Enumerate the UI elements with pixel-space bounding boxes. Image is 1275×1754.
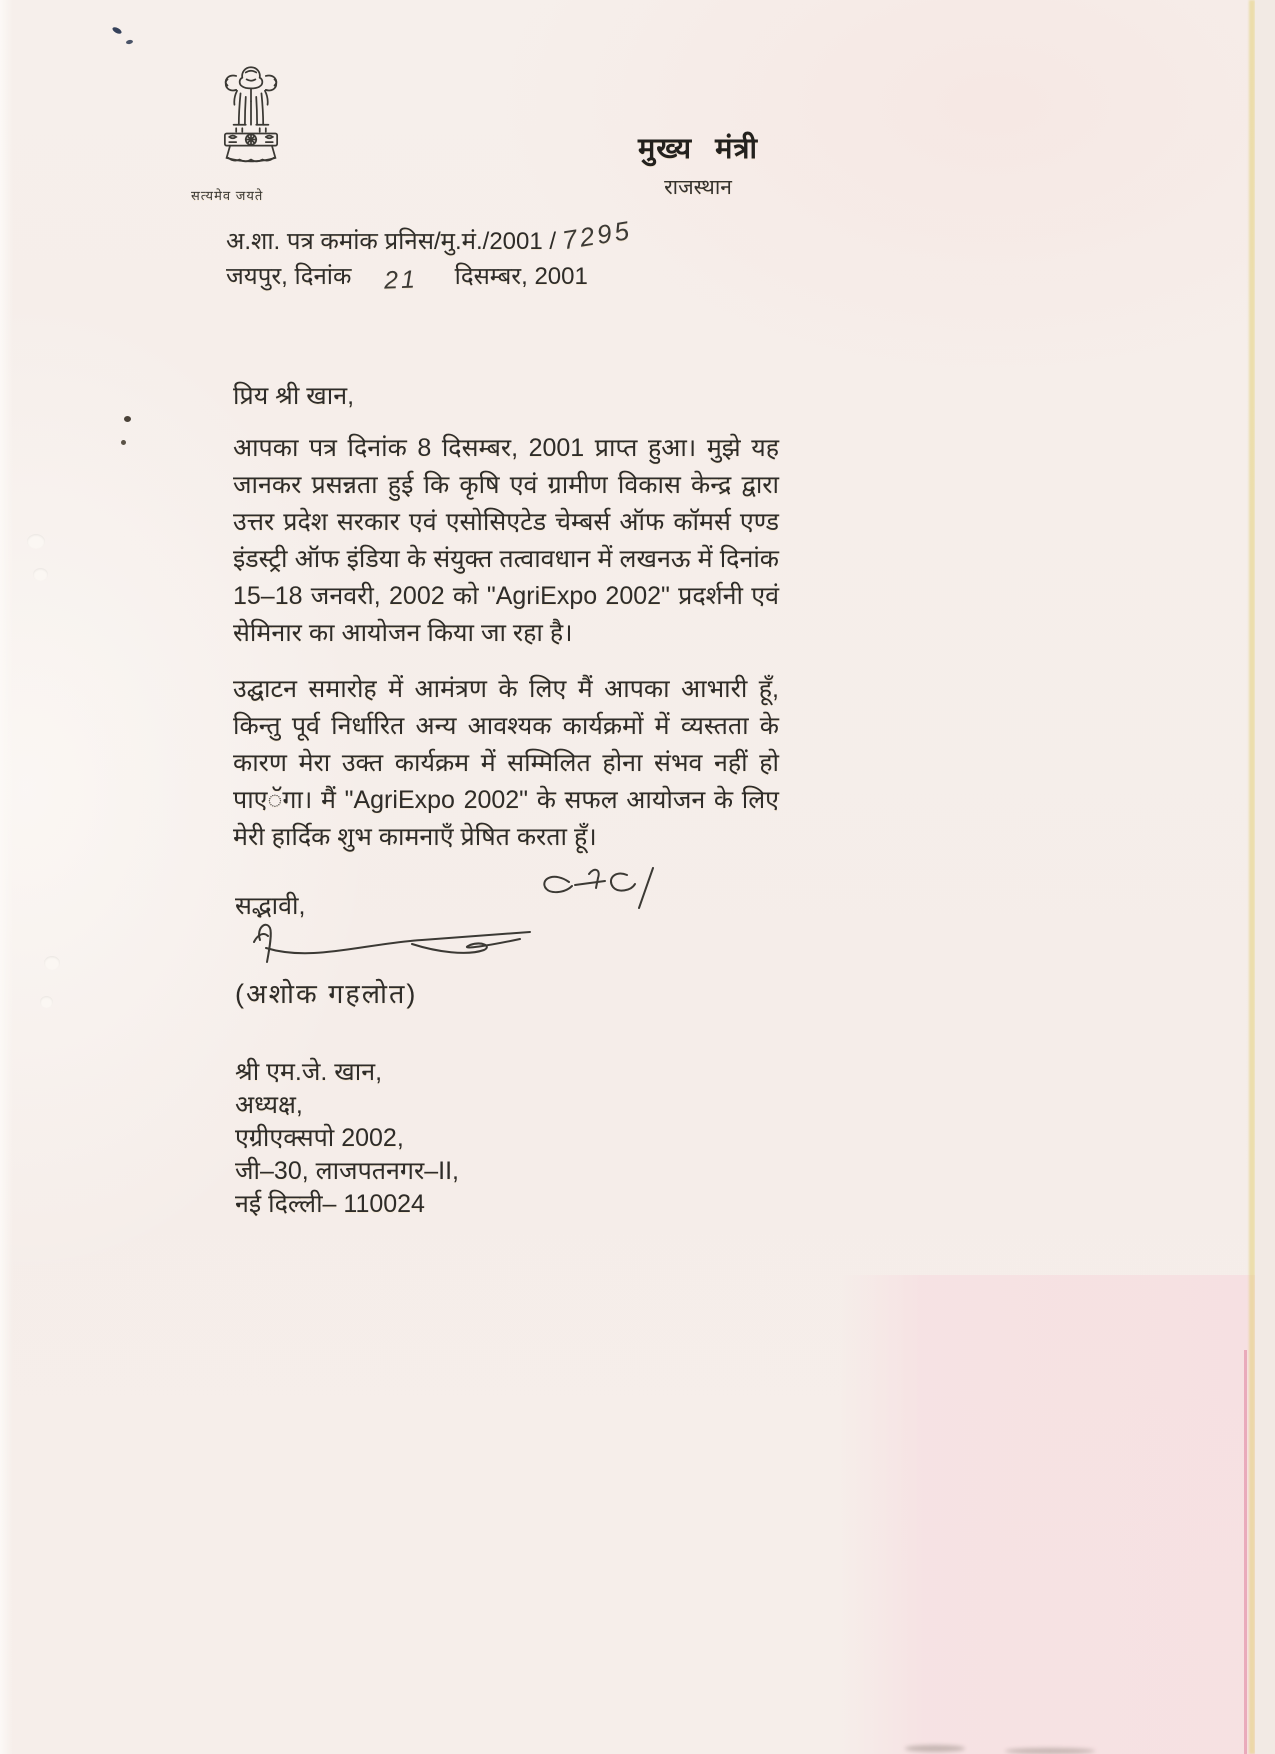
scan-stain	[126, 39, 134, 44]
signature	[252, 918, 537, 970]
scan-edge-left	[0, 0, 13, 1754]
recipient-name: श्री एम.जे. खान,	[235, 1058, 383, 1086]
scan-stain	[124, 416, 131, 422]
scan-smudge	[905, 1745, 965, 1752]
recipient-designation: अध्यक्ष,	[235, 1091, 303, 1119]
recipient-organisation: एग्रीएक्सपो 2002,	[235, 1124, 404, 1152]
scan-pink-tint	[840, 1275, 1255, 1754]
scan-edge-right	[1255, 0, 1275, 1754]
scan-stain	[111, 26, 122, 35]
office-title: मुख्य मंत्री	[637, 133, 759, 165]
reference-number-handwritten: 7295	[559, 214, 634, 256]
recipient-city-pin: नई दिल्ली– 110024	[235, 1190, 425, 1218]
recipient-street: जी–30, लाजपतनगर–II,	[235, 1157, 459, 1185]
signatory-name: (अशोक गहलोत)	[235, 979, 418, 1009]
emblem-motto: सत्यमेव जयते	[191, 188, 264, 203]
reference-line	[226, 214, 634, 257]
ashoka-emblem-icon	[207, 62, 295, 184]
handwritten-scribble	[535, 866, 667, 912]
reference-number-printed: अ.शा. पत्र कमांक प्रनिस/मु.मं./2001 /	[226, 228, 557, 255]
scan-hole-spot	[40, 996, 53, 1008]
scan-stain	[121, 440, 126, 445]
letterhead-office	[598, 128, 798, 201]
scan-hole-spot	[27, 534, 45, 549]
date-day-handwritten: 21	[383, 265, 419, 295]
recipient-address	[235, 1056, 459, 1221]
scan-pink-line	[1244, 1350, 1247, 1754]
date-line	[226, 259, 588, 295]
scan-hole-spot	[33, 568, 48, 581]
letter-paragraph-2: उद्घाटन समारोह में आमंत्रण के लिए मैं आपका आभारी हूँ, किन्तु पूर्व निर्धारित अन्य आवश्यक कार्यक्रमों में व्यस्तता के कारण मेरा उक्त कार्यक्रम में सम्मिलित होना संभव नहीं हो पाएॅगा। मैं "AgriExpo 2002" के सफल आयोजन के लिए मेरी हार्दिक शुभ कामनाएँ प्रेषित करता हूँ।	[233, 675, 779, 851]
date-month-year: दिसम्बर, 2001	[454, 263, 588, 290]
office-region: राजस्थान	[664, 176, 732, 199]
closing-phrase: सद्भावी,	[235, 892, 306, 920]
salutation: प्रिय श्री खान,	[233, 382, 355, 410]
scan-hole-spot	[44, 956, 60, 970]
scan-smudge	[1005, 1748, 1095, 1754]
place-and-date-label: जयपुर, दिनांक	[226, 263, 352, 290]
letter-paragraph-1: आपका पत्र दिनांक 8 दिसम्बर, 2001 प्राप्त हुआ। मुझे यह जानकर प्रसन्नता हुई कि कृषि एवं ग्रामीण विकास केन्द्र द्वारा उत्तर प्रदेश सरकार एवं एसोसिएटेड चेम्बर्स ऑफ कॉमर्स एण्ड इंडस्ट्री ऑफ इंडिया के संयुक्त तत्वावधान में लखनऊ में दिनांक 15–18 जनवरी, 2002 को "AgriExpo 2002" प्रदर्शनी एवं सेमिनार का आयोजन किया जा रहा है।	[233, 434, 779, 647]
